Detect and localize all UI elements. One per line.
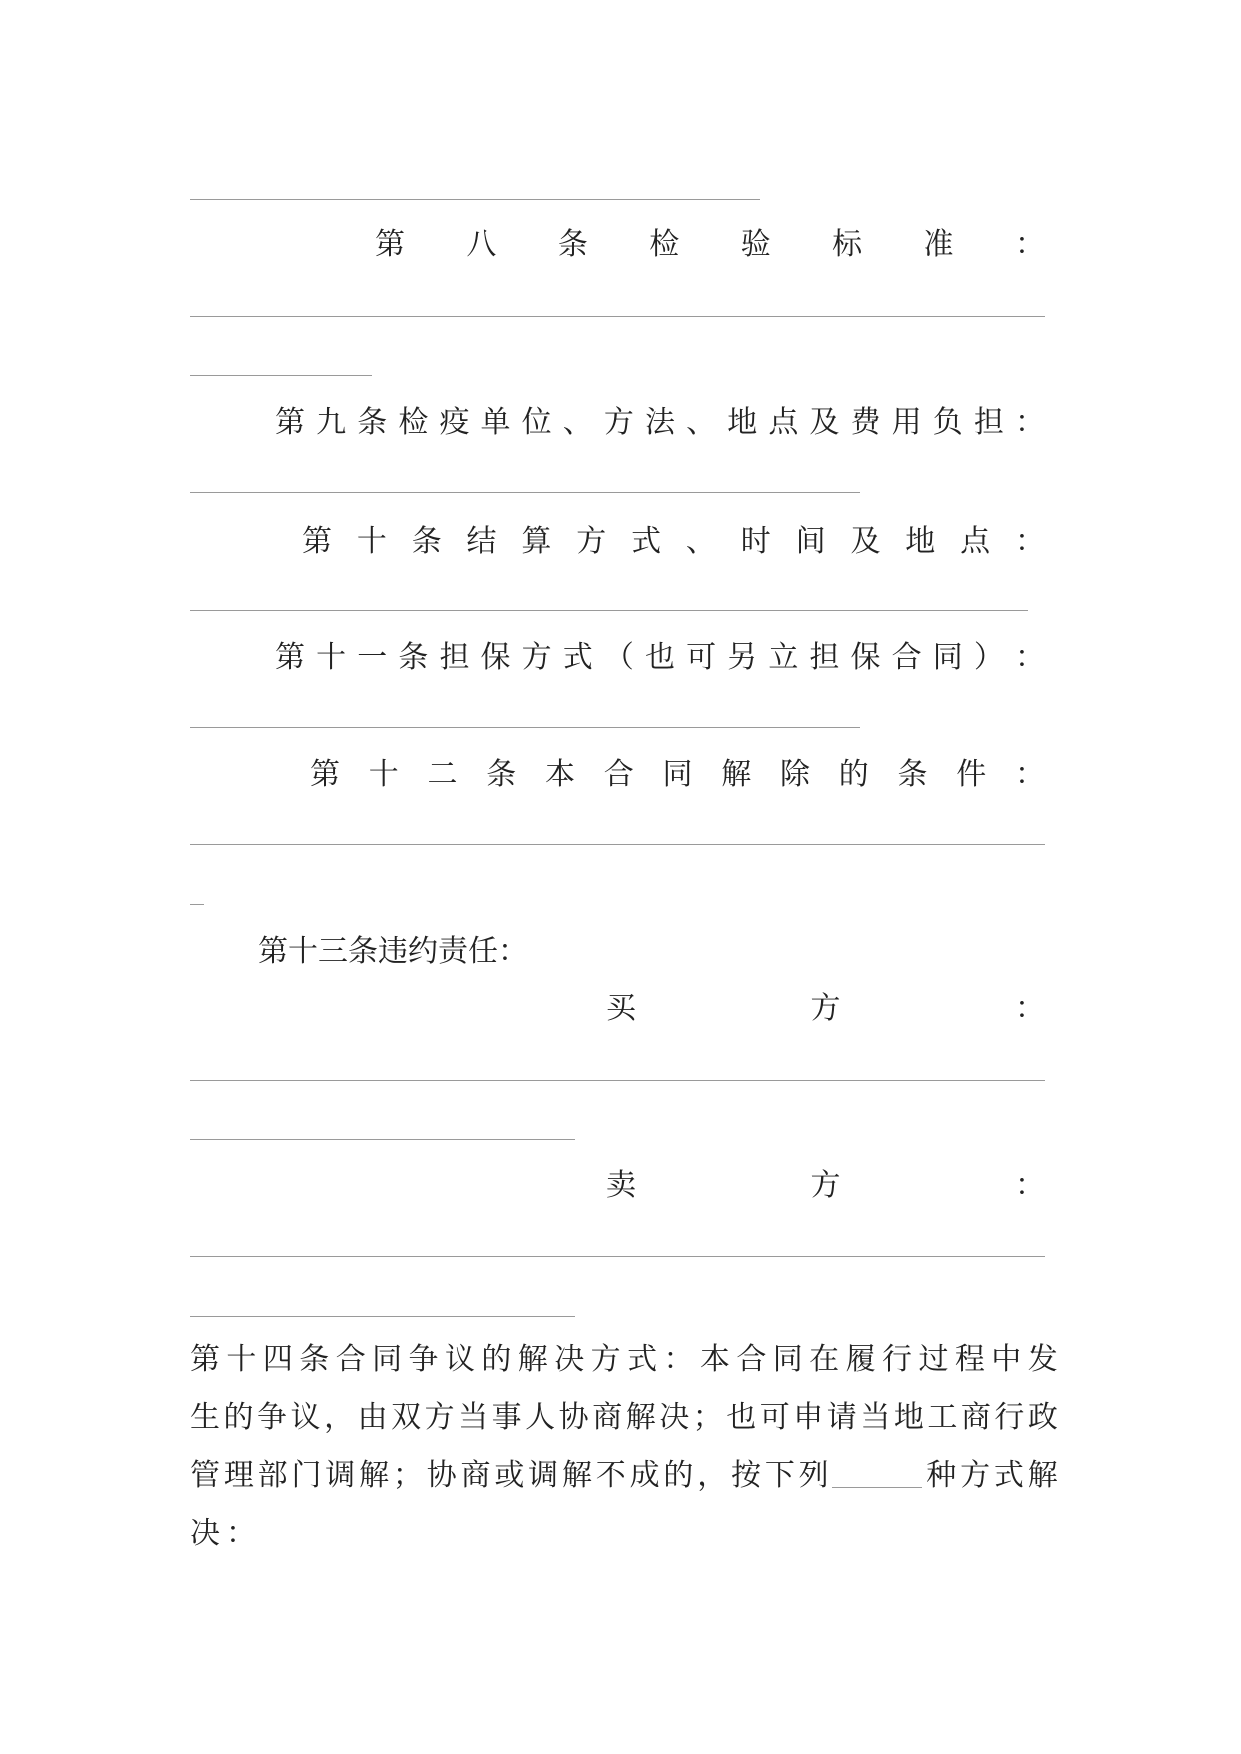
heading-char: ： <box>1014 524 1045 559</box>
paragraph-char: 中 <box>991 1342 1022 1377</box>
heading-char: 间 <box>795 524 826 559</box>
heading-char: 八 <box>466 227 497 262</box>
fill-line <box>190 727 860 728</box>
heading-char: 同 <box>662 757 693 792</box>
heading-char: 条 <box>398 640 429 675</box>
paragraph-char: ： <box>226 1516 256 1551</box>
heading-char: 地 <box>905 524 936 559</box>
paragraph-char: 合 <box>335 1342 366 1377</box>
heading-char: 合 <box>603 757 634 792</box>
heading-char: 算 <box>521 524 552 559</box>
heading-char: （ <box>603 640 634 675</box>
paragraph-char: 在 <box>809 1342 840 1377</box>
paragraph-char: 式 <box>993 1458 1024 1493</box>
paragraph-char: 当 <box>458 1400 489 1435</box>
heading-char: 条 <box>411 524 442 559</box>
paragraph-char: ； <box>692 1400 723 1435</box>
heading-char: 方 <box>521 640 552 675</box>
paragraph-char: 合 <box>736 1342 767 1377</box>
heading-char: 担 <box>439 640 470 675</box>
heading-char: 式 <box>631 524 662 559</box>
paragraph-char: 解 <box>359 1458 390 1493</box>
heading-char: 合 <box>891 640 922 675</box>
heading-char: 也 <box>644 640 675 675</box>
article-13-heading: 第十三条违约责任： <box>258 934 528 969</box>
heading-char: 负 <box>932 405 963 440</box>
paragraph-char: 程 <box>954 1342 985 1377</box>
paragraph-char: 过 <box>918 1342 949 1377</box>
heading-char: 第 <box>275 640 305 675</box>
heading-char: 买 <box>606 991 636 1026</box>
paragraph-char: 解 <box>561 1458 592 1493</box>
heading-char: 费 <box>850 405 881 440</box>
heading-char: 及 <box>850 524 881 559</box>
heading-char: 一 <box>357 640 388 675</box>
fill-line <box>190 375 372 376</box>
heading-char: 另 <box>727 640 758 675</box>
heading-char: 九 <box>316 405 347 440</box>
heading-char: 保 <box>480 640 511 675</box>
paragraph-char: 调 <box>528 1458 559 1493</box>
paragraph-char: 解 <box>517 1342 548 1377</box>
blank-fill <box>832 1465 922 1488</box>
heading-char: 本 <box>545 757 575 792</box>
paragraph-char: 下 <box>764 1458 795 1493</box>
paragraph-char: 可 <box>759 1400 790 1435</box>
paragraph-char: 按 <box>731 1458 761 1493</box>
heading-char: 单 <box>480 405 511 440</box>
article-14-paragraph <box>190 1331 1058 1563</box>
fill-line <box>190 316 1045 317</box>
heading-char: 条 <box>357 405 388 440</box>
fill-line <box>190 904 204 905</box>
fill-line <box>190 199 760 200</box>
paragraph-char: ， <box>324 1400 355 1435</box>
heading-char: 保 <box>850 640 881 675</box>
heading-char: 件 <box>956 757 987 792</box>
heading-char: 地 <box>727 405 758 440</box>
heading-char: 第 <box>302 524 332 559</box>
heading-char: 卖 <box>606 1168 636 1203</box>
heading-char: 点 <box>960 524 991 559</box>
heading-char: 方 <box>603 405 634 440</box>
article-8-heading <box>375 225 1045 265</box>
heading-char: 式 <box>562 640 593 675</box>
paragraph-char: 当 <box>860 1400 891 1435</box>
paragraph-char: 门 <box>291 1458 322 1493</box>
paragraph-char: 协 <box>558 1400 589 1435</box>
fill-line <box>190 1316 575 1317</box>
heading-char: 十 <box>368 757 399 792</box>
paragraph-char: 条 <box>299 1342 330 1377</box>
heading-char: 二 <box>427 757 458 792</box>
paragraph-char: 商 <box>592 1400 623 1435</box>
paragraph-char: 决 <box>554 1342 585 1377</box>
heading-char: 条 <box>557 227 588 262</box>
heading-char: 标 <box>832 227 863 262</box>
heading-char: 担 <box>973 405 1004 440</box>
paragraph-char: 式 <box>627 1342 658 1377</box>
paragraph-char: 不 <box>595 1458 626 1493</box>
fill-line <box>190 1256 1045 1257</box>
heading-char: 方 <box>810 991 841 1026</box>
heading-char: ： <box>1014 227 1045 262</box>
heading-char: 检 <box>649 227 680 262</box>
heading-char: 位 <box>521 405 552 440</box>
paragraph-char: 的 <box>223 1400 254 1435</box>
paragraph-char: 理 <box>223 1458 254 1493</box>
heading-char: 十 <box>316 640 347 675</box>
paragraph-char: 方 <box>424 1400 455 1435</box>
heading-char: 点 <box>768 405 799 440</box>
paragraph-char: 工 <box>927 1400 958 1435</box>
paragraph-char: 请 <box>826 1400 857 1435</box>
paragraph-char: 同 <box>772 1342 803 1377</box>
heading-char: 第 <box>310 757 340 792</box>
heading-char: 、 <box>686 405 717 440</box>
paragraph-char: 由 <box>357 1400 388 1435</box>
heading-char: ： <box>1015 1168 1045 1203</box>
paragraph-char: 方 <box>960 1458 991 1493</box>
paragraph-char: 四 <box>262 1342 293 1377</box>
heading-char: 同 <box>932 640 963 675</box>
paragraph-char: 种 <box>926 1458 957 1493</box>
paragraph-char: 决 <box>190 1516 220 1551</box>
paragraph-char: 政 <box>1027 1400 1058 1435</box>
seller-heading <box>606 1166 1045 1206</box>
fill-line <box>190 610 1028 611</box>
paragraph-char: 协 <box>426 1458 457 1493</box>
paragraph-char: 发 <box>1027 1342 1058 1377</box>
fill-line <box>190 1139 575 1140</box>
paragraph-char: 商 <box>960 1400 991 1435</box>
heading-char: 、 <box>562 405 593 440</box>
heading-char: 可 <box>686 640 717 675</box>
heading-char: ： <box>1014 405 1045 440</box>
paragraph-char: 或 <box>494 1458 525 1493</box>
paragraph-char: 调 <box>325 1458 356 1493</box>
paragraph-char: 第 <box>190 1342 220 1377</box>
heading-char: 结 <box>466 524 497 559</box>
paragraph-line <box>190 1447 1058 1505</box>
fill-line <box>190 844 1045 845</box>
paragraph-char: 成 <box>629 1458 660 1493</box>
paragraph-char: ； <box>392 1458 423 1493</box>
heading-char: 方 <box>810 1168 841 1203</box>
heading-char: 第 <box>275 405 305 440</box>
heading-char: 除 <box>780 757 810 792</box>
heading-char: 条 <box>486 757 517 792</box>
heading-char: 疫 <box>439 405 470 440</box>
paragraph-char: 的 <box>481 1342 512 1377</box>
paragraph-char: ： <box>663 1342 694 1377</box>
heading-char: 时 <box>740 524 771 559</box>
article-9-heading <box>275 403 1045 443</box>
paragraph-line <box>190 1389 1058 1447</box>
fill-line <box>190 492 860 493</box>
heading-char: 解 <box>721 757 752 792</box>
paragraph-char: 的 <box>663 1458 694 1493</box>
article-10-heading <box>302 522 1045 562</box>
heading-char: 十 <box>356 524 387 559</box>
article-11-heading <box>275 638 1045 678</box>
paragraph-char: 管 <box>190 1458 220 1493</box>
paragraph-char: 同 <box>372 1342 403 1377</box>
heading-char: ： <box>1015 757 1045 792</box>
heading-char: 方 <box>576 524 607 559</box>
paragraph-char: 部 <box>257 1458 288 1493</box>
paragraph-char: 本 <box>699 1342 730 1377</box>
paragraph-char: 也 <box>726 1400 757 1435</box>
paragraph-char: 解 <box>1027 1458 1058 1493</box>
paragraph-char: 商 <box>460 1458 491 1493</box>
paragraph-char: 争 <box>408 1342 439 1377</box>
paragraph-char: 事 <box>491 1400 522 1435</box>
paragraph-char: 地 <box>893 1400 924 1435</box>
paragraph-char: 十 <box>226 1342 257 1377</box>
heading-char: 担 <box>809 640 840 675</box>
heading-char: ） <box>973 640 1004 675</box>
paragraph-char: 议 <box>290 1400 321 1435</box>
paragraph-char: 解 <box>625 1400 656 1435</box>
heading-char: 条 <box>897 757 928 792</box>
paragraph-char: 履 <box>845 1342 876 1377</box>
heading-char: 验 <box>740 227 771 262</box>
heading-char: ： <box>1015 991 1045 1026</box>
paragraph-char: 申 <box>793 1400 824 1435</box>
paragraph-char: 生 <box>190 1400 220 1435</box>
paragraph-char: 争 <box>257 1400 288 1435</box>
paragraph-char: 决 <box>659 1400 690 1435</box>
buyer-heading <box>606 989 1045 1029</box>
paragraph-char: 双 <box>391 1400 422 1435</box>
article-12-heading <box>310 755 1045 795</box>
heading-char: 检 <box>398 405 429 440</box>
paragraph-char: ， <box>697 1458 728 1493</box>
paragraph-char: 列 <box>798 1458 829 1493</box>
paragraph-char: 人 <box>525 1400 556 1435</box>
heading-char: 的 <box>838 757 869 792</box>
heading-char: 法 <box>644 405 675 440</box>
heading-char: 准 <box>923 227 954 262</box>
paragraph-line <box>190 1505 1058 1563</box>
paragraph-char: 行 <box>994 1400 1025 1435</box>
heading-char: 第 <box>375 227 405 262</box>
heading-char: ： <box>1014 640 1045 675</box>
heading-char: 、 <box>685 524 716 559</box>
heading-char: 用 <box>891 405 922 440</box>
heading-char: 及 <box>809 405 840 440</box>
paragraph-char: 议 <box>444 1342 475 1377</box>
paragraph-char: 行 <box>882 1342 913 1377</box>
fill-line <box>190 1080 1045 1081</box>
heading-char: 立 <box>768 640 799 675</box>
paragraph-char: 方 <box>590 1342 621 1377</box>
paragraph-line <box>190 1331 1058 1389</box>
